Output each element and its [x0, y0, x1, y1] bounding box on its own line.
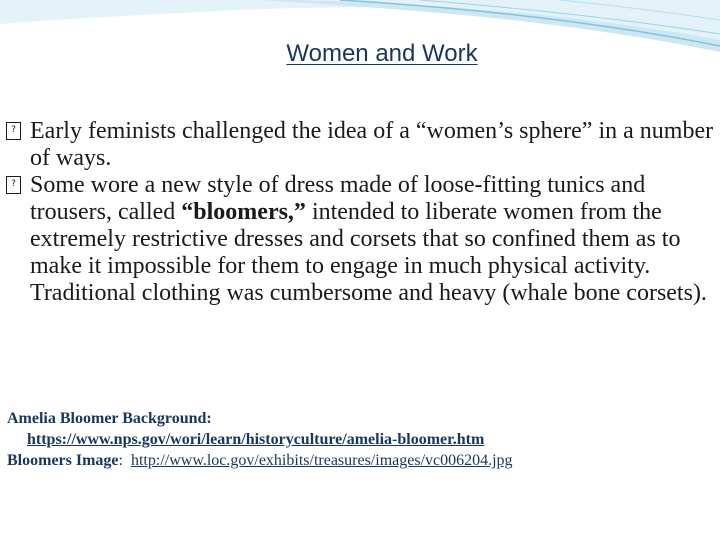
reference-link[interactable]: https://www.nps.gov/wori/learn/historyculture/amelia-bloomer.htm — [27, 431, 485, 448]
references — [7, 408, 717, 471]
reference-link[interactable]: http://www.loc.gov/exhibits/treasures/images/vc006204.jpg — [130, 452, 513, 469]
bullet-item-1 — [6, 118, 718, 172]
title-text: Women and Work — [286, 40, 478, 67]
missing-glyph-bullet-icon — [6, 122, 21, 140]
bullet-text: Early feminists challenged the idea of a “women’s sphere” in a number of ways. — [30, 118, 714, 171]
bullet-text-continued: intended to liberate women from the extremely restrictive dresses and corsets that so confined them as to make it impossible for them to engage in much physical activity. Traditional clothing was cumbersome and heavy (whale bone corsets). — [30, 199, 707, 306]
reference-separator: : — [118, 452, 123, 469]
reference-2 — [7, 450, 717, 471]
reference-label: Amelia Bloomer Background: — [7, 410, 212, 427]
reference-1-link-row — [7, 429, 717, 450]
bullet-item-2 — [6, 172, 718, 307]
bullet-bold-term: “bloomers,” — [181, 199, 306, 225]
bullet-text: Some wore a new style of dress made of loose-fitting tunics and trousers, called — [30, 172, 646, 225]
reference-label: Bloomers Image — [7, 452, 119, 469]
missing-glyph-bullet-icon — [6, 176, 21, 194]
reference-1 — [7, 408, 717, 429]
page-title — [0, 40, 720, 68]
bullet-list — [6, 118, 718, 307]
